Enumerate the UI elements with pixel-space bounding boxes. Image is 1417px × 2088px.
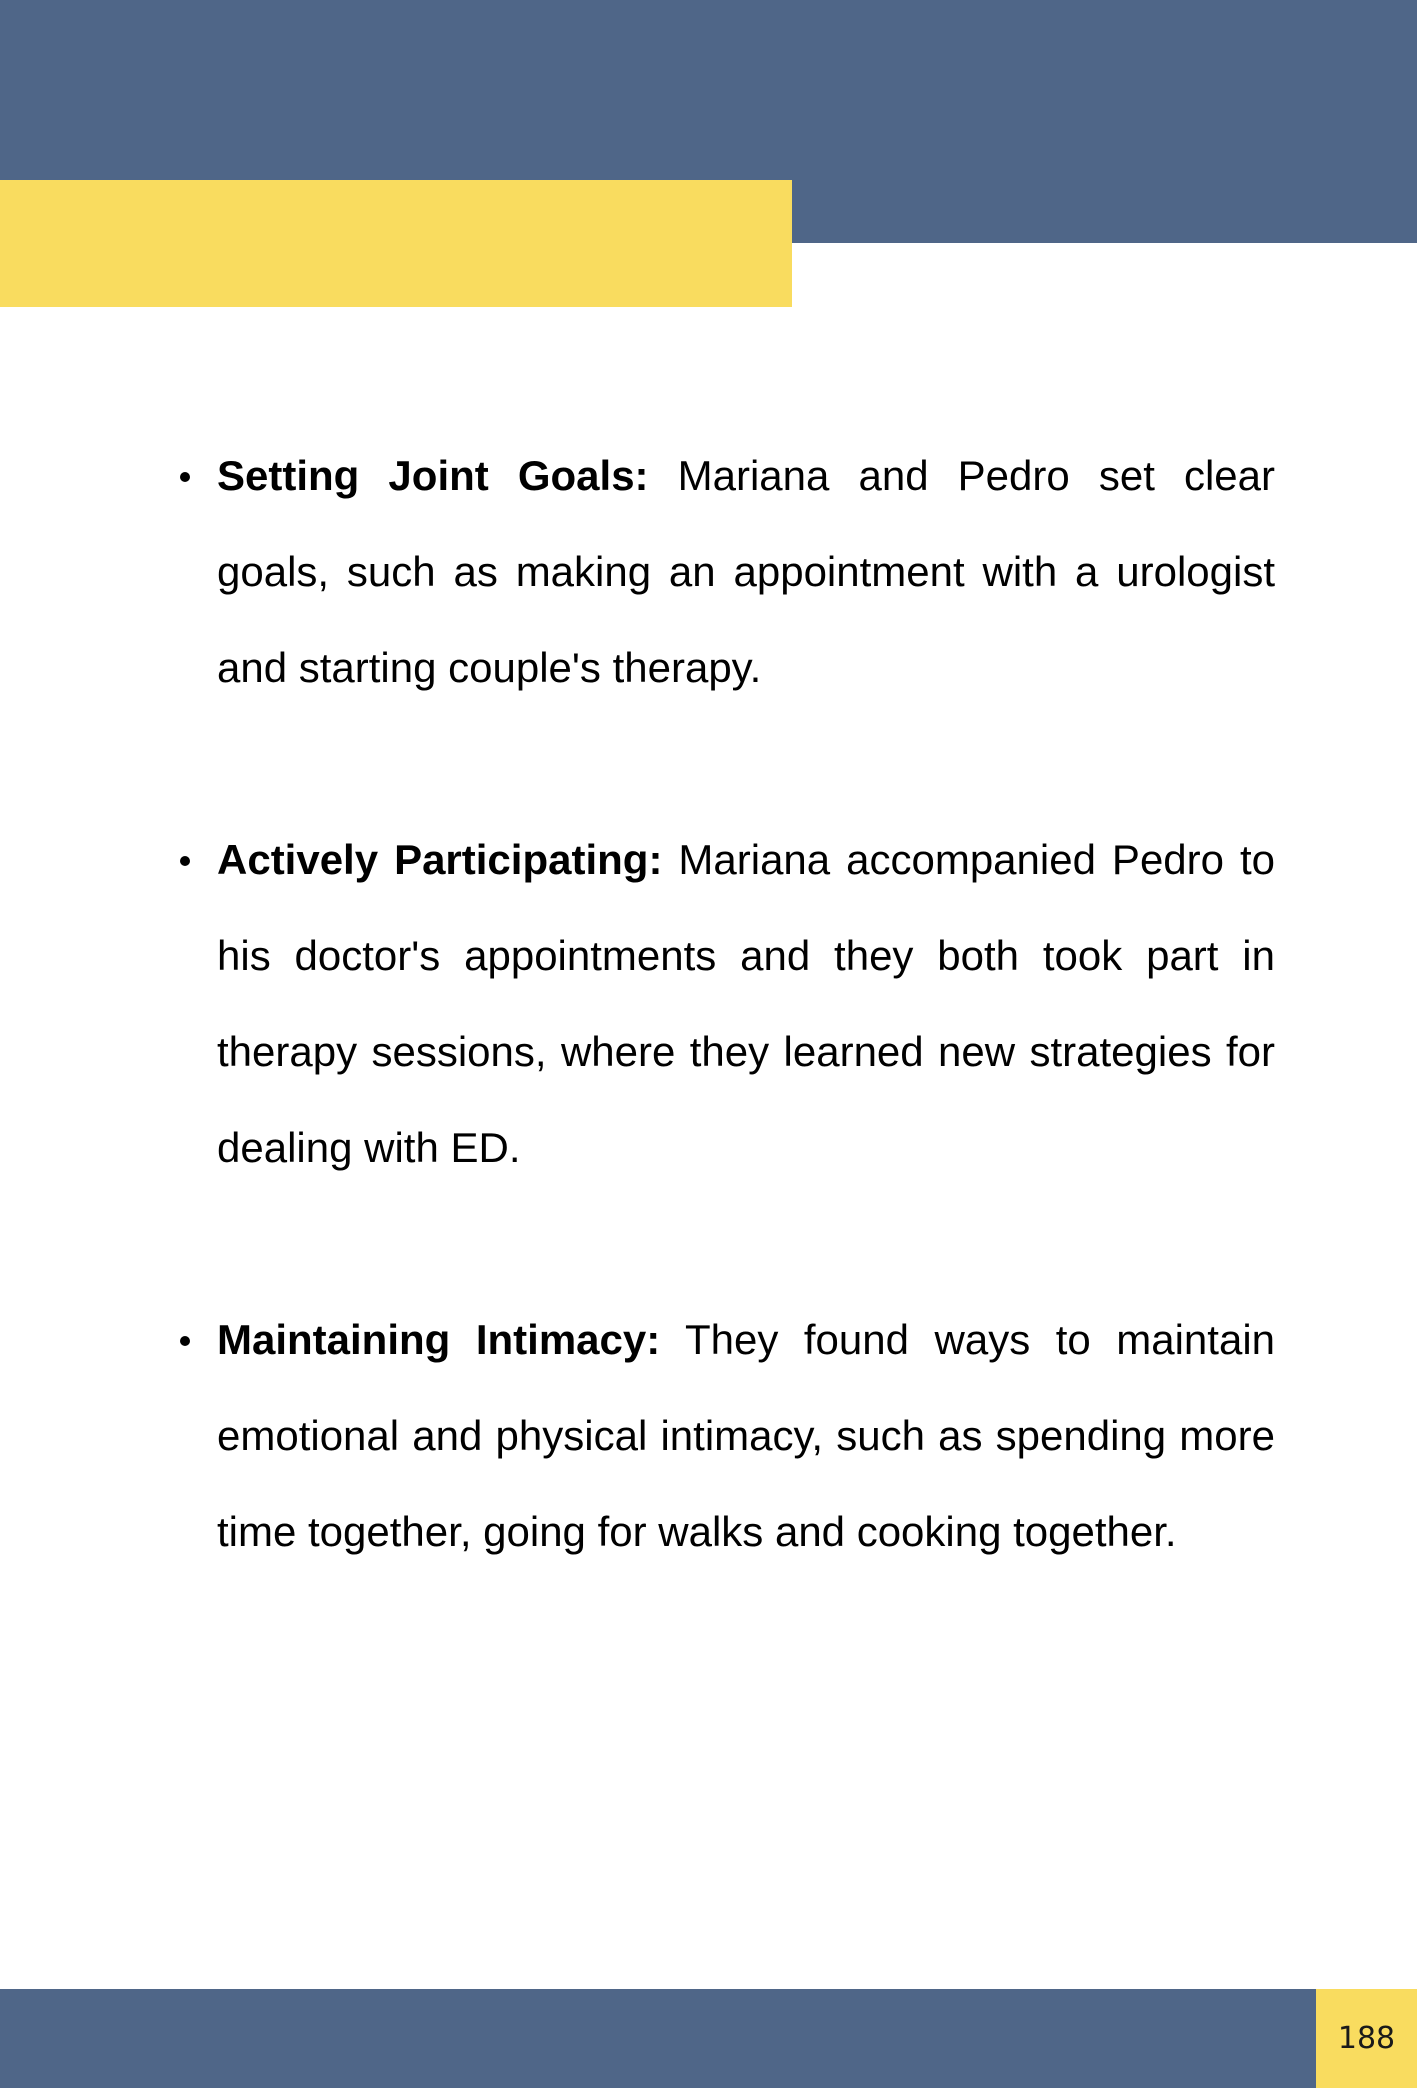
bullet-text: Mariana accompanied Pedro to his doctor's appointments and they both took part in therapy sessions, where they learned new strategies for dealing with ED. xyxy=(217,836,1276,1171)
bullet-term: Setting Joint Goals: xyxy=(217,452,649,499)
bullet-text: Mariana and Pedro set clear goals, such as making an appointment with a urologist and starting couple's therapy. xyxy=(217,452,1275,691)
header-accent-bar xyxy=(0,180,792,307)
bullet-item-actively-participating xyxy=(217,812,1275,1196)
bullet-dot-icon xyxy=(180,1336,190,1346)
bullet-list xyxy=(217,428,1275,1676)
bullet-dot-icon xyxy=(180,472,190,482)
footer-band xyxy=(0,1989,1316,2088)
page-number: 188 xyxy=(1316,1989,1417,2088)
bullet-item-maintaining-intimacy xyxy=(217,1292,1275,1580)
bullet-term: Actively Participating: xyxy=(217,836,663,883)
bullet-term: Maintaining Intimacy: xyxy=(217,1316,661,1363)
bullet-text: They found ways to maintain emotional and physical intimacy, such as spending more time together, going for walks and cooking together. xyxy=(217,1316,1276,1555)
bullet-dot-icon xyxy=(180,856,190,866)
bullet-item-setting-joint-goals xyxy=(217,428,1275,716)
